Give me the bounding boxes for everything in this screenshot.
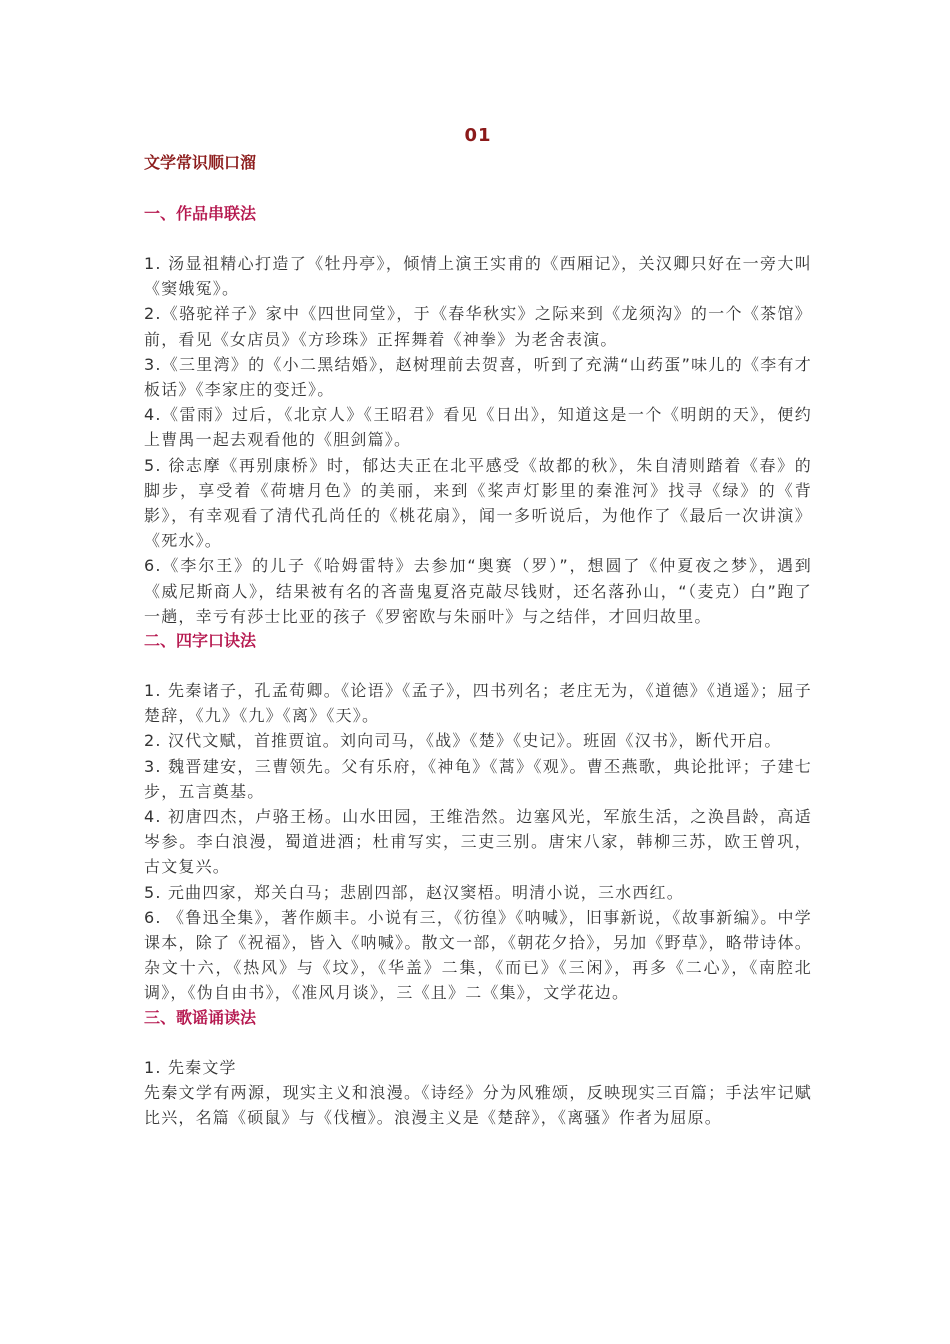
section-heading-3: 三、歌谣诵读法 [144, 1007, 257, 1027]
paragraph: 4.《雷雨》过后，《北京人》《王昭君》看见《日出》，知道这是一个《明朗的天》，便约上曹禺一起去观看他的《胆剑篇》。 [144, 405, 812, 450]
paragraph: 6. 《鲁迅全集》，著作颇丰。小说有三，《彷徨》《呐喊》，旧事新说，《故事新编》。中学课本，除了《祝福》，皆入《呐喊》。散文一部，《朝花夕拾》，另加《野草》，略带诗体。杂文十六，《热风》与《坟》，《华盖》二集，《而已》《三闲》，再多《二心》，《南腔北调》，《伪自由书》，《准风月谈》，三《且》二《集》，文学花边。 [144, 907, 812, 1003]
paragraph: 1. 汤显祖精心打造了《牡丹亭》，倾情上演王实甫的《西厢记》，关汉卿只好在一旁大叫《窦娥冤》。 [144, 254, 812, 299]
document-title: 文学常识顺口溜 [144, 153, 257, 172]
paragraph: 5. 徐志摩《再别康桥》时，郁达夫正在北平感受《故都的秋》，朱自清则踏着《春》的脚步，享受着《荷塘月色》的美丽，来到《桨声灯影里的秦淮河》找寻《绿》的《背影》，有幸观看了清代孔尚任的《桃花扇》，闻一多听说后，为他作了《最后一次讲演》《死水》。 [144, 455, 812, 551]
paragraph: 2.《骆驼祥子》家中《四世同堂》，于《春华秋实》之际来到《龙须沟》的一个《茶馆》前，看见《女店员》《方珍珠》正挥舞着《神拳》为老舍表演。 [144, 304, 812, 349]
section-heading-2: 二、四字口诀法 [144, 631, 257, 651]
page-number: 01 [464, 125, 492, 146]
paragraph: 先秦文学有两源，现实主义和浪漫。《诗经》分为风雅颂，反映现实三百篇；手法牢记赋比兴，名篇《硕鼠》与《伐檀》。浪漫主义是《楚辞》，《离骚》作者为屈原。 [144, 1082, 812, 1128]
section-heading-1: 一、作品串联法 [144, 204, 257, 223]
document-page [144, 122, 812, 1130]
paragraph: 5. 元曲四家，郑关白马；悲剧四部，赵汉窦梧。明清小说，三水西红。 [144, 882, 684, 902]
paragraph: 1. 先秦诸子，孔孟荀卿。《论语》《孟子》，四书列名；老庄无为，《道德》《逍遥》；屈子楚辞，《九》《九》《离》《天》。 [144, 681, 812, 726]
paragraph: 4. 初唐四杰，卢骆王杨。山水田园，王维浩然。边塞风光，军旅生活，之涣昌龄，高适岑参。李白浪漫，蜀道进酒；杜甫写实，三吏三别。唐宋八家，韩柳三苏，欧王曾巩，古文复兴。 [144, 807, 812, 877]
paragraph: 1. 先秦文学 [144, 1057, 237, 1077]
paragraph: 2. 汉代文赋，首推贾谊。刘向司马，《战》《楚》《史记》。班固《汉书》，断代开启。 [144, 731, 782, 751]
paragraph: 3.《三里湾》的《小二黑结婚》，赵树理前去贺喜，听到了充满“山药蛋”味儿的《李有才板话》《李家庄的变迁》。 [144, 354, 812, 400]
paragraph: 6.《李尔王》的儿子《哈姆雷特》去参加“奥赛（罗）”，想圆了《仲夏夜之梦》，遇到《威尼斯商人》，结果被有名的吝啬鬼夏洛克敲尽钱财，还名落孙山，“（麦克）白”跑了一趟，幸亏有莎士比亚的孩子《罗密欧与朱丽叶》与之结伴，才回归故里。 [144, 556, 812, 626]
paragraph: 3. 魏晋建安，三曹领先。父有乐府，《神龟》《蒿》《观》。曹丕燕歌，典论批评；子建七步，五言奠基。 [144, 756, 812, 801]
